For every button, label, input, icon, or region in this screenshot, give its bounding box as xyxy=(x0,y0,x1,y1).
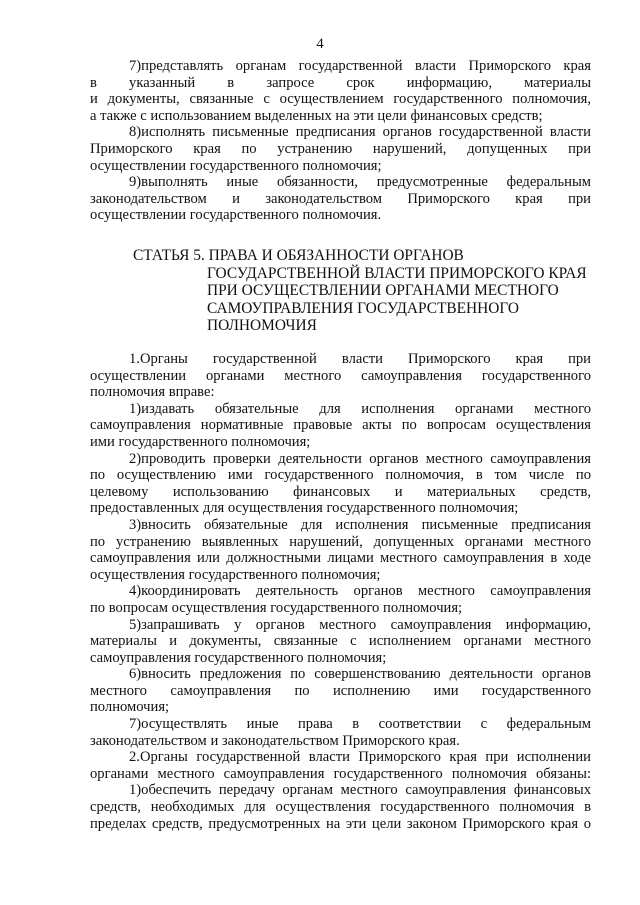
text-line: пределах средств, предусмотренных на эти цели законом Приморского края о xyxy=(90,815,591,832)
text-line: полномочия вправе: xyxy=(90,384,215,401)
text-line: самоуправления нормативные правовые акты по вопросам осуществления xyxy=(90,417,591,434)
text-line: и документы, связанные с осуществлением государственного полномочия, xyxy=(90,91,591,108)
heading-line: ПОЛНОМОЧИЯ xyxy=(207,317,317,335)
text-line: 2.Органы государственной власти Приморского края при исполнении xyxy=(129,749,591,766)
text-line: предоставленных для осуществления государственного полномочия; xyxy=(90,500,519,517)
text-line: местного самоуправления по исполнению ими государственного xyxy=(90,682,591,699)
text-line: в указанный в запросе срок информацию, материалы xyxy=(90,74,591,91)
page-number: 4 xyxy=(316,36,324,52)
text-line: осуществлении государственного полномочия. xyxy=(90,207,382,224)
text-line: 1)издавать обязательные для исполнения органами местного xyxy=(129,400,591,417)
heading-line: СТАТЬЯ 5. ПРАВА И ОБЯЗАННОСТИ ОРГАНОВ xyxy=(133,247,464,264)
text-line: 1.Органы государственной власти Приморского края при xyxy=(129,351,591,367)
text-line: Приморского края по устранению нарушений, допущенных при xyxy=(90,140,591,157)
text-line: 8)исполнять письменные предписания органов государственной власти xyxy=(129,124,591,141)
text-line: по вопросам осуществления государственного полномочия; xyxy=(90,599,463,616)
heading-line: САМОУПРАВЛЕНИЯ ГОСУДАРСТВЕННОГО xyxy=(207,299,520,317)
text-line: 2)проводить проверки деятельности органов местного самоуправления xyxy=(129,450,591,467)
article-heading xyxy=(133,247,593,335)
text-line: ими государственного полномочия; xyxy=(90,433,311,450)
text-line: осуществления государственного полномочия; xyxy=(90,566,381,583)
article-body xyxy=(90,351,591,832)
text-line: 6)вносить предложения по совершенствованию деятельности органов xyxy=(129,666,591,683)
text-line: 7)осуществлять иные права в соответствии с федеральным xyxy=(129,716,591,733)
text-line: законодательством и законодательством Приморского края при xyxy=(90,190,591,207)
text-line: по осуществлению ими государственного полномочия, в том числе по xyxy=(90,467,591,484)
text-line: законодательством и законодательством Приморского края. xyxy=(90,732,460,749)
text-line: осуществлении органами местного самоуправления государственного xyxy=(90,367,591,384)
continuation-section xyxy=(90,58,591,224)
text-line: 9)выполнять иные обязанности, предусмотренные федеральным xyxy=(129,174,591,191)
text-line: органами местного самоуправления государственного полномочия обязаны: xyxy=(90,765,591,782)
text-line: материалы и документы, связанные с исполнением органами местного xyxy=(90,633,591,650)
text-line: полномочия; xyxy=(90,699,170,716)
text-line: 4)координировать деятельность органов местного самоуправления xyxy=(129,583,591,600)
text-line: самоуправления или должностными лицами местного самоуправления в ходе xyxy=(90,550,591,567)
text-line: 1)обеспечить передачу органам местного самоуправления финансовых xyxy=(129,782,591,799)
text-line: по устранению выявленных нарушений, допущенных органами местного xyxy=(90,533,591,550)
text-line: осуществлении государственного полномочия; xyxy=(90,157,382,174)
text-line: а также с использованием выделенных на эти цели финансовых средств; xyxy=(90,107,543,124)
text-line: самоуправления государственного полномочия; xyxy=(90,649,387,666)
text-line: 3)вносить обязательные для исполнения письменные предписания xyxy=(129,516,591,533)
text-line: средств, необходимых для осуществления государственного полномочия в xyxy=(90,799,591,816)
heading-line: ПРИ ОСУЩЕСТВЛЕНИИ ОРГАНАМИ МЕСТНОГО xyxy=(207,282,559,300)
heading-line: ГОСУДАРСТВЕННОЙ ВЛАСТИ ПРИМОРСКОГО КРАЯ xyxy=(207,264,587,282)
text-line: целевому использованию финансовых и материальных средств, xyxy=(90,483,591,500)
text-line: 5)запрашивать у органов местного самоуправления информацию, xyxy=(129,616,591,633)
text-line: 7)представлять органам государственной власти Приморского края xyxy=(129,58,591,74)
